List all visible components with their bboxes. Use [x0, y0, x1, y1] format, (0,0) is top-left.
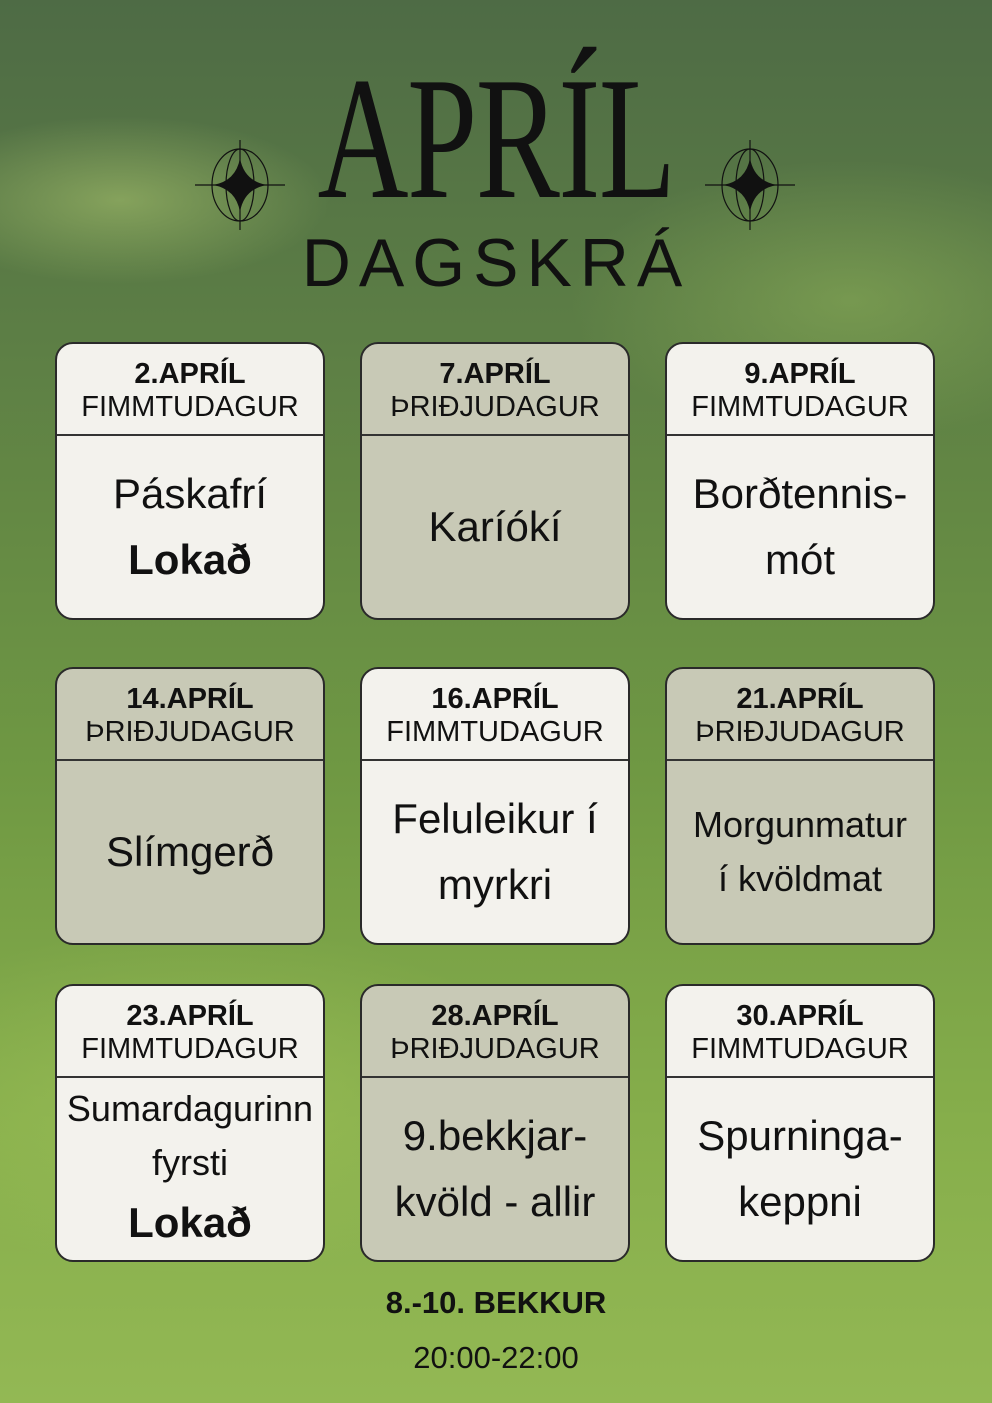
card-header [362, 986, 628, 1078]
card-date: 9.APRÍL [744, 358, 856, 390]
card-body [57, 761, 323, 943]
poster-subtitle: DAGSKRÁ [301, 225, 691, 301]
event-text: kvöld - allir [394, 1178, 596, 1225]
event-text: Borðtennis- [692, 470, 908, 517]
card-body [667, 436, 933, 618]
card-date: 14.APRÍL [126, 683, 254, 715]
card-header [667, 669, 933, 761]
event-text: Sumardagurinn [66, 1088, 314, 1129]
grades-label: 8.-10. BEKKUR [385, 1285, 607, 1320]
event-card [360, 342, 630, 620]
hours-label: 20:00-22:00 [413, 1340, 579, 1375]
event-card [55, 342, 325, 620]
event-card [665, 342, 935, 620]
card-weekday: ÞRIÐJUDAGUR [85, 716, 295, 748]
event-text: Feluleikur í [392, 795, 598, 842]
card-header [57, 986, 323, 1078]
event-card [360, 984, 630, 1262]
event-text: Karíókí [428, 503, 562, 550]
closed-label: Lokað [128, 1199, 252, 1246]
card-body [362, 1078, 628, 1260]
sparkle-star-icon [195, 140, 285, 230]
card-body [667, 1078, 933, 1260]
event-text: keppni [738, 1178, 862, 1225]
card-weekday: FIMMTUDAGUR [386, 716, 604, 748]
event-text: Slímgerð [105, 828, 275, 875]
card-header [362, 669, 628, 761]
closed-label: Lokað [128, 536, 252, 583]
card-body [57, 436, 323, 618]
card-date: 2.APRÍL [134, 358, 246, 390]
sparkle-star-icon [705, 140, 795, 230]
card-date: 30.APRÍL [736, 1000, 864, 1032]
event-text: mót [764, 536, 835, 583]
event-text: Morgunmatur [692, 804, 908, 845]
card-weekday: FIMMTUDAGUR [691, 1033, 909, 1065]
card-date: 21.APRÍL [736, 683, 864, 715]
card-date: 23.APRÍL [126, 1000, 254, 1032]
card-header [57, 669, 323, 761]
poster-title: APRÍL [317, 41, 675, 235]
card-body [57, 1078, 323, 1260]
event-card [55, 984, 325, 1262]
card-date: 7.APRÍL [439, 358, 551, 390]
event-text: 9.bekkjar- [402, 1112, 588, 1159]
card-weekday: FIMMTUDAGUR [691, 391, 909, 423]
card-weekday: FIMMTUDAGUR [81, 1033, 299, 1065]
card-weekday: ÞRIÐJUDAGUR [390, 391, 600, 423]
card-date: 28.APRÍL [431, 1000, 559, 1032]
card-weekday: ÞRIÐJUDAGUR [390, 1033, 600, 1065]
card-header [362, 344, 628, 436]
event-card [665, 667, 935, 945]
event-card [360, 667, 630, 945]
card-header [57, 344, 323, 436]
event-text: í kvöldmat [717, 858, 883, 899]
card-header [667, 986, 933, 1078]
event-text: fyrsti [152, 1142, 228, 1183]
event-text: Páskafrí [112, 470, 268, 517]
card-weekday: ÞRIÐJUDAGUR [695, 716, 905, 748]
event-card [55, 667, 325, 945]
event-card [665, 984, 935, 1262]
card-header [667, 344, 933, 436]
event-text: myrkri [437, 861, 553, 908]
card-body [362, 436, 628, 618]
card-body [362, 761, 628, 943]
card-date: 16.APRÍL [431, 683, 559, 715]
event-text: Spurninga- [697, 1112, 903, 1159]
card-weekday: FIMMTUDAGUR [81, 391, 299, 423]
card-body [667, 761, 933, 943]
